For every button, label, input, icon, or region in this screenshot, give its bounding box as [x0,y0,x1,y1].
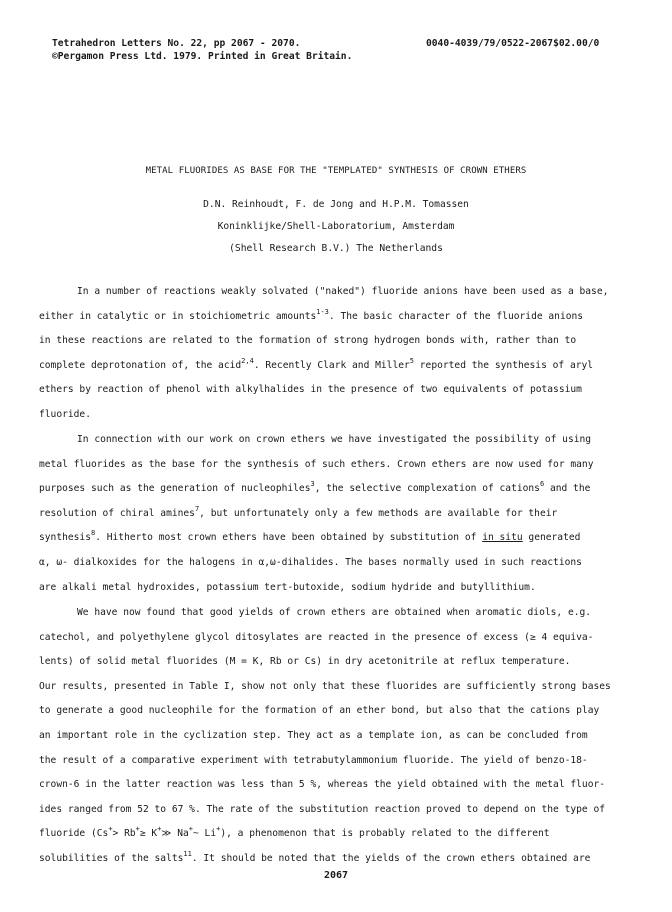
reference-superscript: 8 [90,529,96,538]
reference-superscript: 7 [194,504,200,513]
text-line: Our results, presented in Table I, show not only that these fluorides are sufficiently strong bases [39,680,611,692]
affiliation-line: (Shell Research B.V.) The Netherlands [229,243,443,254]
paragraph [39,280,639,428]
text-line [39,847,639,872]
text-line: lents) of solid metal fluorides (M = K, Rb or Cs) in dry acetonitrile at reflux temperature. [39,656,571,668]
text-line: crown-6 in the latter reaction was less than 5 %, whereas the yield obtained with the metal fluor- [39,779,606,791]
text-line [39,822,639,847]
charge-superscript: + [108,825,113,834]
article-title: METAL FLUORIDES AS BASE FOR THE "TEMPLATED" SYNTHESIS OF CROWN ETHERS [145,166,527,176]
text-line [39,354,639,379]
reference-superscript: 1-3 [316,307,329,316]
text-span: fluoride (Cs [39,828,109,840]
charge-superscript: + [157,825,162,834]
text-span: synthesis [39,532,91,544]
text-line [39,305,639,330]
reference-superscript: 6 [539,480,545,489]
text-line: We have now found that good yields of crown ethers are obtained when aromatic diols, e.g. [77,607,592,618]
text-line: metal fluorides as the base for the synthesis of such ethers. Crown ethers are now used for many [39,458,594,470]
page-number: 2067 [323,870,349,881]
text-span: > Rb [112,828,136,840]
text-span: either in catalytic or in stoichiometric amounts [39,310,317,322]
text-span: resolution of chiral amines [39,507,195,519]
copyright-line: ©Pergamon Press Ltd. 1979. Printed in Great Britain. [52,51,353,62]
text-line [39,526,639,551]
reference-superscript: 5 [409,356,414,365]
italic-term: in situ [482,532,523,544]
text-span: . It should be noted that the yields of the crown ethers obtained are [191,852,591,864]
author-list: D.N. Reinhoudt, F. de Jong and H.P.M. Tomassen [203,199,469,210]
text-line [39,477,639,502]
text-span: solubilities of the salts [39,852,184,864]
text-span: ~ Li [193,828,217,840]
text-span: ≫ Na [161,828,189,840]
text-line: catechol, and polyethylene glycol ditosylates are reacted in the presence of excess (≥ 4 equiva- [39,631,594,643]
text-span: . Hitherto most crown ethers have been obtained by substitution of [95,532,483,544]
text-span: generated [522,532,581,544]
text-line: an important role in the cyclization step. They act as a template ion, as can be concluded from [39,729,588,741]
journal-citation: Tetrahedron Letters No. 22, pp 2067 - 2070. [52,38,301,49]
reference-superscript: 11 [183,849,192,858]
text-line: the result of a comparative experiment with tetrabutylammonium fluoride. The yield of benzo-18- [39,754,588,766]
text-line: are alkali metal hydroxides, potassium tert-butoxide, sodium hydride and butyllithium. [39,581,536,593]
affiliation-line: Koninklijke/Shell-Laboratorium, Amsterdam [217,221,455,232]
text-span: ), a phenomenon that is probably related to the different [220,828,550,840]
text-span: reported the synthesis of aryl [414,359,594,371]
reference-superscript: 3 [310,480,315,489]
text-line: ides ranged from 52 to 67 %. The rate of the substitution reaction proved to depend on the type of [39,803,606,815]
text-line: In a number of reactions weakly solvated ("naked") fluoride anions have been used as a base, [77,286,609,297]
text-line: fluoride. [39,408,91,420]
text-span: and the [544,483,591,495]
text-line: In connection with our work on crown ethers we have investigated the possibility of using [77,434,592,445]
charge-superscript: + [188,825,193,834]
charge-superscript: + [135,825,140,834]
text-span: complete deprotonation of, the acid [39,359,242,371]
text-span: . The basic character of the fluoride anions [328,310,584,322]
article-code: 0040-4039/79/0522-2067$02.00/0 [426,38,600,49]
paragraph [39,428,639,600]
text-span: , the selective complexation of cations [314,483,540,495]
text-line: to generate a good nucleophile for the formation of an ether bond, but also that the cations play [39,705,600,717]
text-span: ≥ K [139,828,158,840]
text-line: in these reactions are related to the formation of strong hydrogen bonds with, rather than to [39,335,577,347]
text-span: , but unfortunately only a few methods are available for their [199,507,558,519]
text-span: purposes such as the generation of nucleophiles [39,483,311,495]
reference-superscript: 2,4 [241,356,254,365]
paragraph [39,601,639,872]
text-line [39,502,639,527]
text-line: α, ω- dialkoxides for the halogens in α,ω-dihalides. The bases normally used in such reactions [39,556,582,568]
journal-header [52,37,352,63]
charge-superscript: + [216,825,221,834]
text-line: ethers by reaction of phenol with alkylhalides in the presence of two equivalents of potassium [39,384,582,396]
text-span: . Recently Clark and Miller [253,359,410,371]
